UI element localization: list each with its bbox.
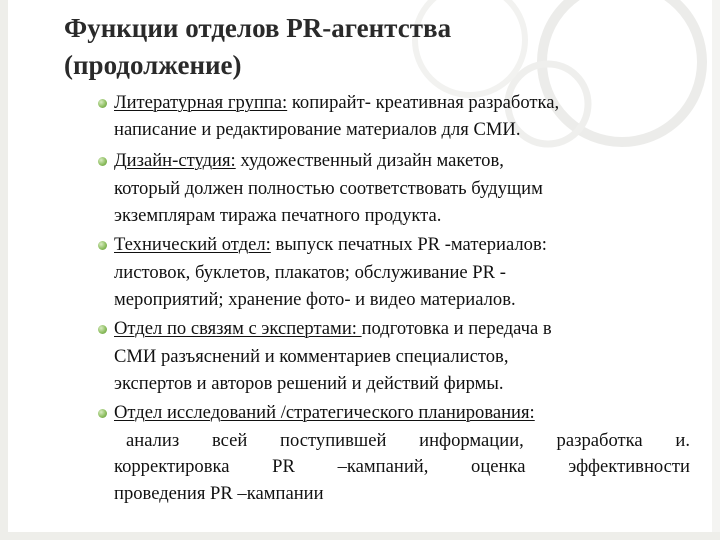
item-literary-label: Литературная группа: <box>114 92 288 113</box>
frame-left-edge <box>0 0 8 540</box>
bullet-icon <box>98 325 107 334</box>
item-literary-line-1 <box>114 92 559 114</box>
item-experts-line-1 <box>114 318 552 340</box>
item-experts-line-3: экспертов и авторов решений и действий фирмы. <box>114 373 504 394</box>
slide-title-line-2: (продолжение) <box>64 50 242 80</box>
item-design-label: Дизайн-студия: <box>114 150 236 171</box>
item-technical-text: выпуск печатных PR -материалов: <box>270 234 547 255</box>
item-technical-label: Технический отдел: <box>114 234 271 255</box>
frame-right-edge <box>712 0 720 540</box>
item-design-line-3: экземплярам тиража печатного продукта. <box>114 205 442 226</box>
item-research-line-3: корректировка PR –кампаний, оценка эффективности <box>114 456 690 477</box>
decor-ring-large <box>542 0 702 142</box>
item-design-line-2: который должен полностью соответствовать будущим <box>114 178 543 199</box>
item-literary-text: копирайт- креативная разработка, <box>287 92 560 113</box>
bullet-icon <box>98 99 107 108</box>
item-technical-line-1 <box>114 234 547 256</box>
item-technical-line-3: мероприятий; хранение фото- и видео материалов. <box>114 289 516 310</box>
item-research-label: Отдел исследований /стратегического планирования: <box>114 402 535 423</box>
slide-title-line-1: Функции отделов PR-агентства <box>64 13 452 43</box>
item-design-text: художественный дизайн макетов, <box>235 150 504 171</box>
bullet-icon <box>98 157 107 166</box>
frame-bottom-edge <box>0 532 720 540</box>
item-research-line-4: проведения PR –кампании <box>114 483 324 504</box>
bullet-icon <box>98 241 107 250</box>
item-technical-line-2: листовок, буклетов, плакатов; обслуживание PR - <box>114 262 506 283</box>
item-research-line-1 <box>114 402 535 424</box>
item-design-line-1 <box>114 150 504 172</box>
item-research-line-2: анализ всей поступившей информации, разработка и. <box>126 430 690 451</box>
item-experts-label: Отдел по связям с экспертами: <box>114 318 362 339</box>
item-experts-text: подготовка и передача в <box>361 318 552 339</box>
item-literary-line-2: написание и редактирование материалов для СМИ. <box>114 119 521 140</box>
item-experts-line-2: СМИ разъяснений и комментариев специалистов, <box>114 346 509 367</box>
bullet-icon <box>98 409 107 418</box>
